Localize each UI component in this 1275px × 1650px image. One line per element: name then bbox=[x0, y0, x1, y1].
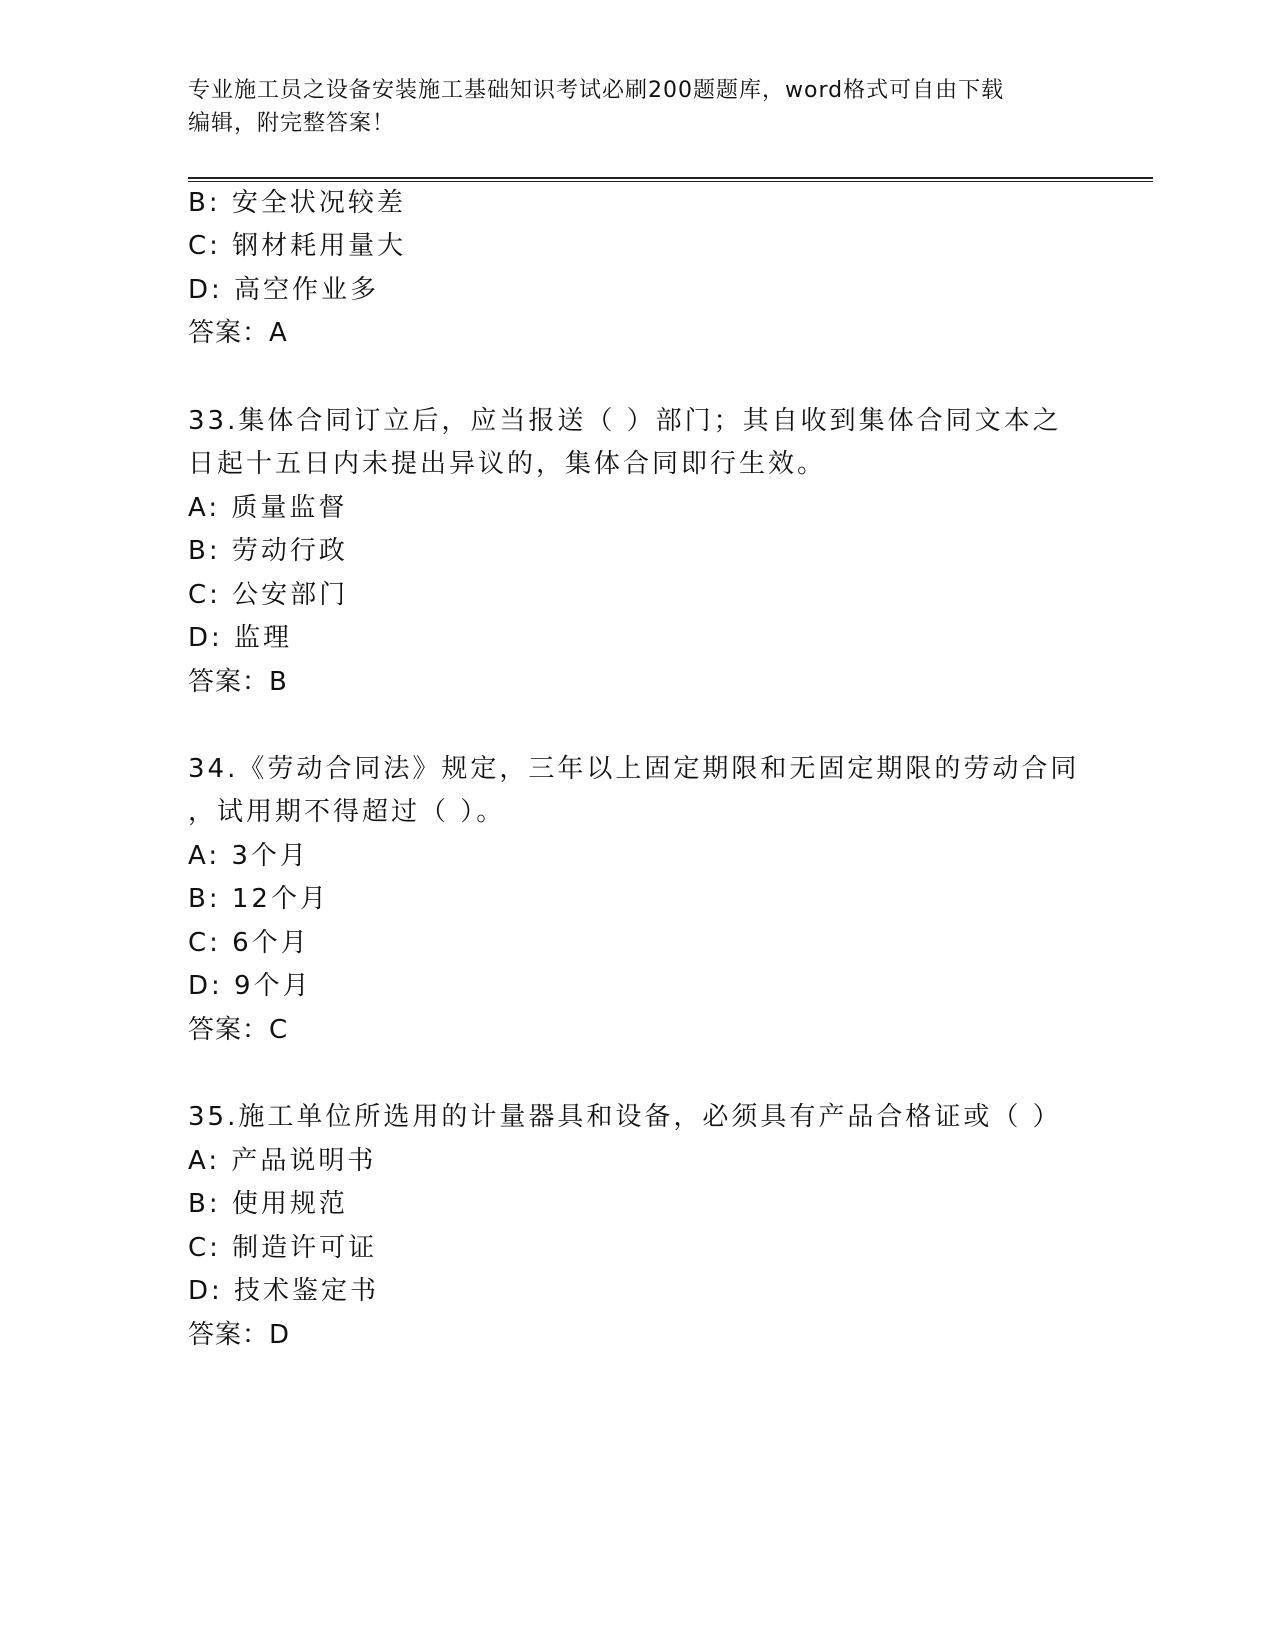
question-34-option-a: A: 3个月 bbox=[188, 841, 309, 871]
question-33-option-d: D: 监理 bbox=[188, 623, 293, 653]
option-b: B: 安全状况较差 bbox=[188, 188, 406, 218]
question-33-answer: 答案：B bbox=[188, 667, 288, 697]
question-34-stem-line-1: 34.《劳动合同法》规定，三年以上固定期限和无固定期限的劳动合同 bbox=[188, 754, 1080, 784]
question-34-option-d: D: 9个月 bbox=[188, 971, 312, 1001]
question-34-option-c: C: 6个月 bbox=[188, 928, 310, 958]
document-header bbox=[188, 74, 1068, 140]
header-line-2: 编辑，附完整答案！ bbox=[188, 111, 396, 136]
header-divider-thin bbox=[188, 181, 1153, 182]
question-35-answer: 答案：D bbox=[188, 1320, 291, 1350]
question-35-option-d: D: 技术鉴定书 bbox=[188, 1276, 380, 1306]
header-divider bbox=[188, 177, 1153, 179]
question-33-option-a: A: 质量监督 bbox=[188, 493, 348, 523]
question-35-option-c: C: 制造许可证 bbox=[188, 1233, 378, 1263]
question-35-option-a: A: 产品说明书 bbox=[188, 1146, 377, 1176]
question-33-stem-line-2: 日起十五日内未提出异议的，集体合同即行生效。 bbox=[188, 449, 827, 479]
option-d: D: 高空作业多 bbox=[188, 275, 380, 305]
option-c: C: 钢材耗用量大 bbox=[188, 231, 407, 261]
question-33-option-b: B: 劳动行政 bbox=[188, 536, 348, 566]
question-34-stem-line-2: ，试用期不得超过（ ）。 bbox=[188, 797, 506, 827]
question-35-stem-line-1: 35.施工单位所选用的计量器具和设备，必须具有产品合格证或（ ） bbox=[188, 1102, 1062, 1132]
question-34-option-b: B: 12个月 bbox=[188, 884, 329, 914]
answer-label: 答案：A bbox=[188, 318, 288, 348]
question-34-answer: 答案：C bbox=[188, 1015, 289, 1045]
question-35-option-b: B: 使用规范 bbox=[188, 1189, 348, 1219]
question-33-stem-line-1: 33.集体合同订立后，应当报送（ ）部门；其自收到集体合同文本之 bbox=[188, 406, 1062, 436]
header-line-1: 专业施工员之设备安装施工基础知识考试必刷200题题库，word格式可自由下载 bbox=[188, 78, 1005, 103]
question-33-option-c: C: 公安部门 bbox=[188, 580, 349, 610]
